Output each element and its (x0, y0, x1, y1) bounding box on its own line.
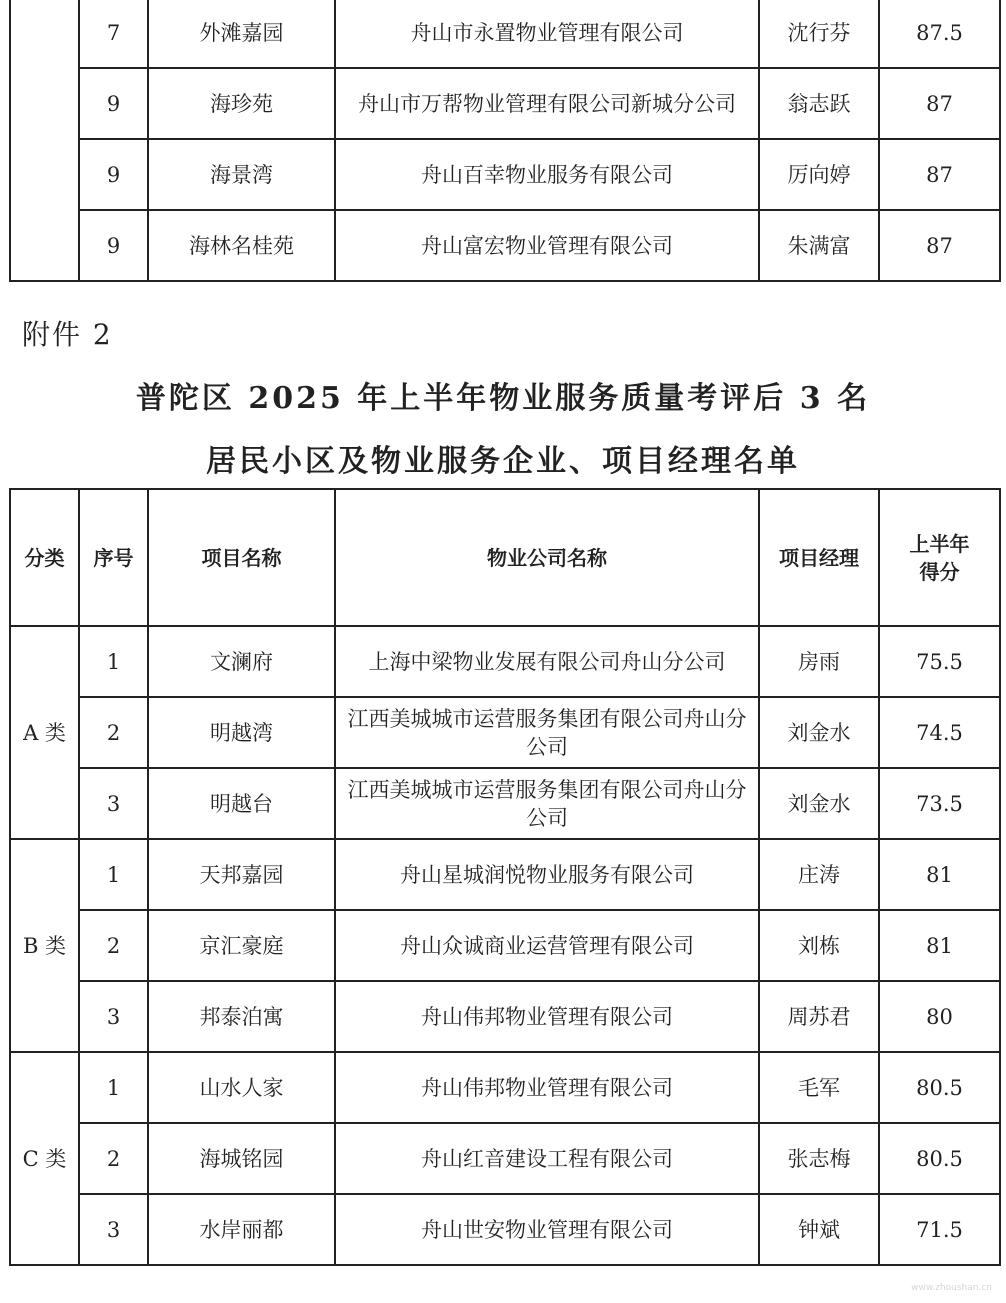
project-name-cell: 水岸丽都 (148, 1194, 335, 1265)
seq-cell: 1 (79, 839, 148, 910)
manager-cell: 钟斌 (759, 1194, 879, 1265)
company-name-cell: 舟山伟邦物业管理有限公司 (335, 981, 759, 1052)
company-name-cell: 舟山世安物业管理有限公司 (335, 1194, 759, 1265)
score-cell: 80.5 (879, 1052, 1000, 1123)
company-name-cell: 江西美城城市运营服务集团有限公司舟山分公司 (335, 697, 759, 768)
table-row (10, 981, 1000, 1052)
project-name-cell: 外滩嘉园 (148, 0, 335, 68)
project-name-cell: 文澜府 (148, 626, 335, 697)
document-title-line2: 居民小区及物业服务企业、项目经理名单 (206, 444, 800, 479)
manager-cell: 毛军 (759, 1052, 879, 1123)
header-score-line2: 得分 (919, 559, 960, 584)
header-project: 项目名称 (148, 489, 335, 626)
company-name-cell: 舟山市永置物业管理有限公司 (335, 0, 759, 68)
project-name-cell: 邦泰泊寓 (148, 981, 335, 1052)
score-cell: 87 (879, 139, 1000, 210)
previous-list-table (9, 0, 1001, 282)
category-cell-empty (10, 0, 79, 281)
watermark: www.zhoushan.cn (911, 1283, 992, 1293)
seq-cell: 1 (79, 1052, 148, 1123)
table-row (10, 68, 1000, 139)
company-name-cell: 舟山富宏物业管理有限公司 (335, 210, 759, 281)
score-cell: 87.5 (879, 0, 1000, 68)
company-name-cell: 上海中梁物业发展有限公司舟山分公司 (335, 626, 759, 697)
category-cell: A 类 (10, 626, 79, 839)
score-cell: 71.5 (879, 1194, 1000, 1265)
manager-cell: 刘栋 (759, 910, 879, 981)
header-score-line1: 上半年 (909, 531, 970, 556)
project-name-cell: 天邦嘉园 (148, 839, 335, 910)
seq-cell: 3 (79, 981, 148, 1052)
manager-cell: 沈行芬 (759, 0, 879, 68)
rank-cell: 9 (79, 139, 148, 210)
manager-cell: 厉向婷 (759, 139, 879, 210)
header-category: 分类 (10, 489, 79, 626)
seq-cell: 2 (79, 697, 148, 768)
header-manager: 项目经理 (759, 489, 879, 626)
project-name-cell: 海珍苑 (148, 68, 335, 139)
manager-cell: 庄涛 (759, 839, 879, 910)
seq-cell: 1 (79, 626, 148, 697)
seq-cell: 3 (79, 768, 148, 839)
header-score (879, 489, 1000, 626)
manager-cell: 刘金水 (759, 697, 879, 768)
manager-cell: 张志梅 (759, 1123, 879, 1194)
company-name-cell: 舟山众诚商业运营管理有限公司 (335, 910, 759, 981)
table-row (10, 626, 1000, 697)
company-name-cell: 舟山伟邦物业管理有限公司 (335, 1052, 759, 1123)
table-row (10, 697, 1000, 768)
company-name-cell: 江西美城城市运营服务集团有限公司舟山分公司 (335, 768, 759, 839)
table-row (10, 768, 1000, 839)
score-cell: 87 (879, 210, 1000, 281)
manager-cell: 朱满富 (759, 210, 879, 281)
bottom-three-table (9, 488, 1001, 1266)
company-name-cell: 舟山红音建设工程有限公司 (335, 1123, 759, 1194)
table-row (10, 1052, 1000, 1123)
table-row (10, 1123, 1000, 1194)
table-row (10, 0, 1000, 68)
score-cell: 81 (879, 839, 1000, 910)
table-row (10, 910, 1000, 981)
score-cell: 75.5 (879, 626, 1000, 697)
project-name-cell: 山水人家 (148, 1052, 335, 1123)
attachment-label: 附件 2 (22, 318, 113, 351)
header-company: 物业公司名称 (335, 489, 759, 626)
table-row (10, 210, 1000, 281)
manager-cell: 翁志跃 (759, 68, 879, 139)
score-cell: 81 (879, 910, 1000, 981)
seq-cell: 2 (79, 910, 148, 981)
rank-cell: 9 (79, 210, 148, 281)
score-cell: 80 (879, 981, 1000, 1052)
company-name-cell: 舟山百幸物业服务有限公司 (335, 139, 759, 210)
seq-cell: 3 (79, 1194, 148, 1265)
project-name-cell: 京汇豪庭 (148, 910, 335, 981)
manager-cell: 刘金水 (759, 768, 879, 839)
document-title-line1: 普陀区 2025 年上半年物业服务质量考评后 3 名 (135, 381, 871, 416)
seq-cell: 2 (79, 1123, 148, 1194)
score-cell: 73.5 (879, 768, 1000, 839)
category-cell: B 类 (10, 839, 79, 1052)
rank-cell: 7 (79, 0, 148, 68)
company-name-cell: 舟山市万帮物业管理有限公司新城分公司 (335, 68, 759, 139)
score-cell: 87 (879, 68, 1000, 139)
score-cell: 80.5 (879, 1123, 1000, 1194)
project-name-cell: 海城铭园 (148, 1123, 335, 1194)
project-name-cell: 海景湾 (148, 139, 335, 210)
manager-cell: 周苏君 (759, 981, 879, 1052)
table-header-row (10, 489, 1000, 626)
company-name-cell: 舟山星城润悦物业服务有限公司 (335, 839, 759, 910)
table-row (10, 139, 1000, 210)
rank-cell: 9 (79, 68, 148, 139)
header-seq: 序号 (79, 489, 148, 626)
table-row (10, 1194, 1000, 1265)
manager-cell: 房雨 (759, 626, 879, 697)
project-name-cell: 海林名桂苑 (148, 210, 335, 281)
table-row (10, 839, 1000, 910)
category-cell: C 类 (10, 1052, 79, 1265)
project-name-cell: 明越湾 (148, 697, 335, 768)
project-name-cell: 明越台 (148, 768, 335, 839)
score-cell: 74.5 (879, 697, 1000, 768)
